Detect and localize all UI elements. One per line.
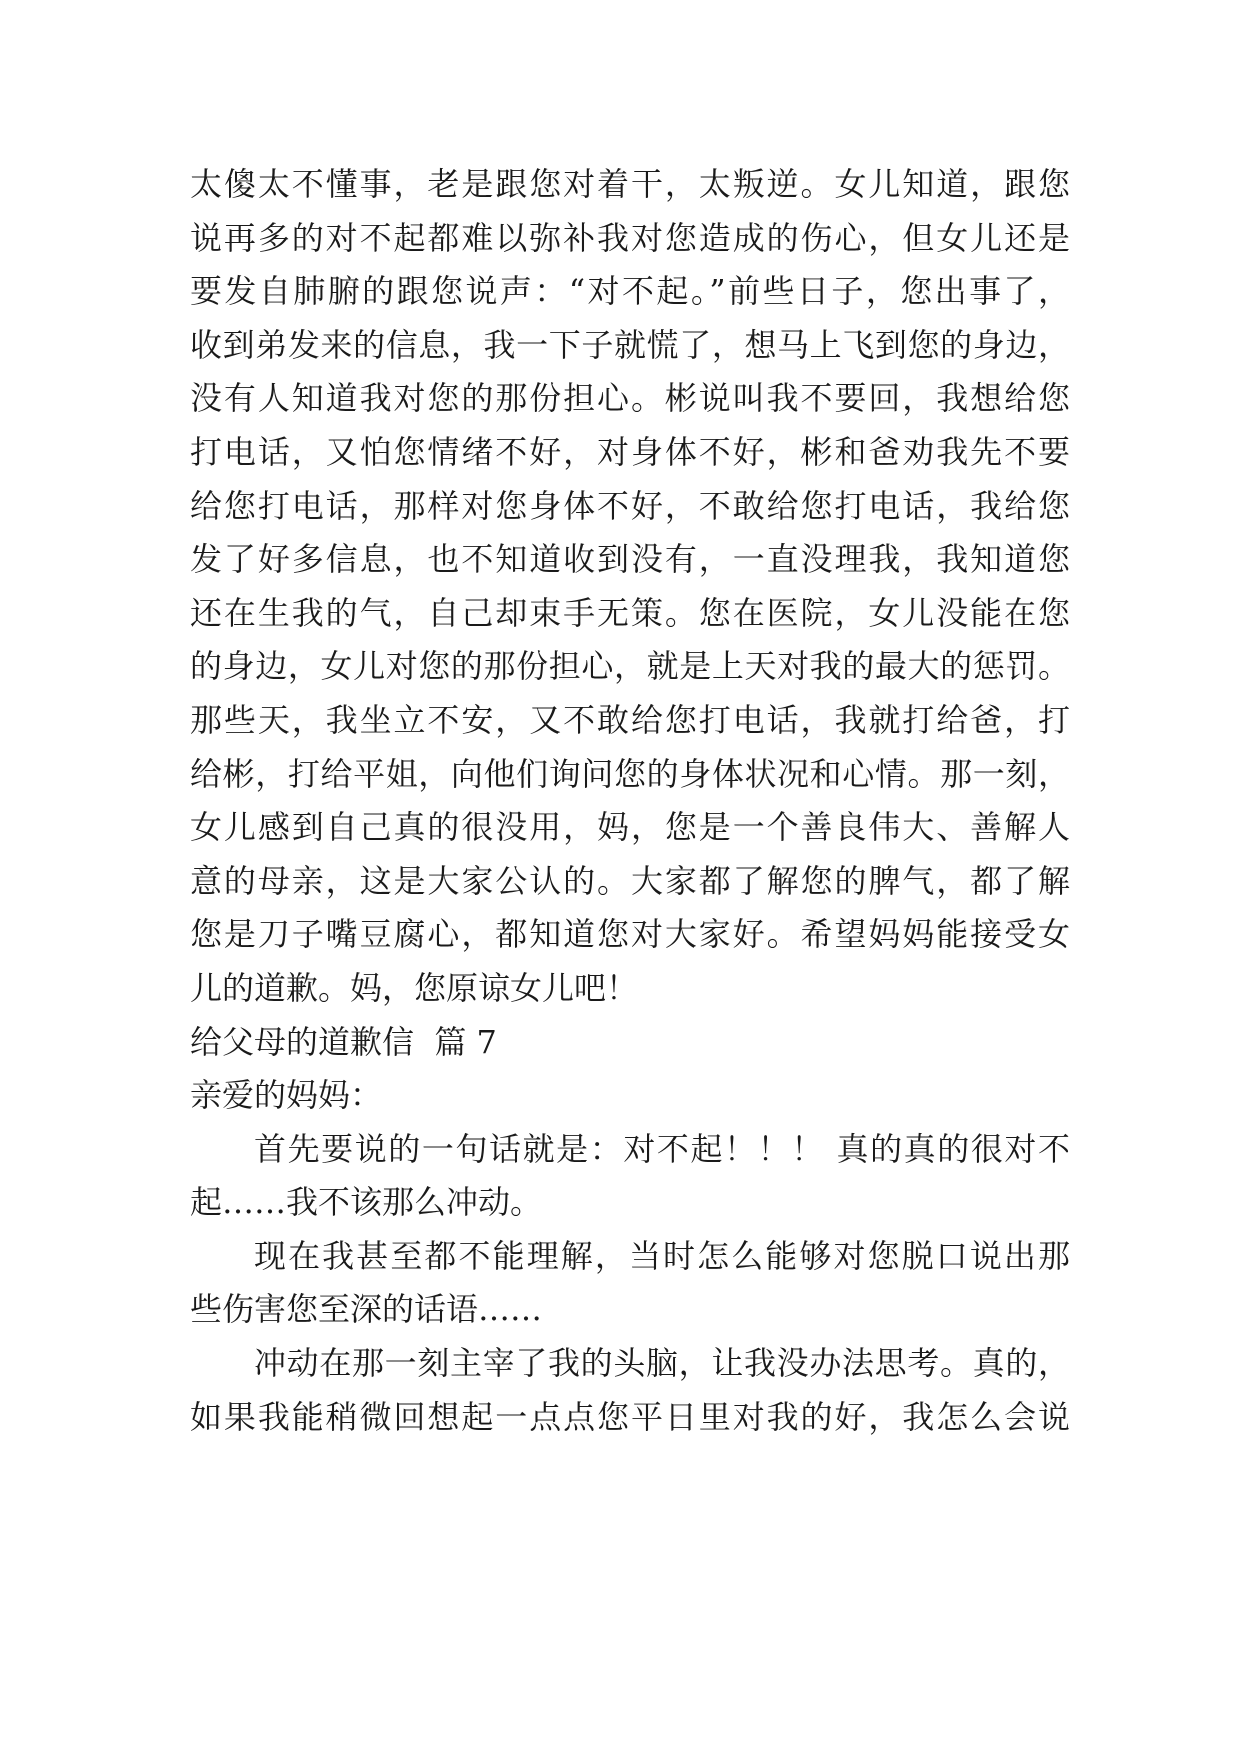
text-line: 现在我甚至都不能理解，当时怎么能够对您脱口说出那 bbox=[254, 1236, 1070, 1275]
text-line: 没有人知道我对您的那份担心。彬说叫我不要回，我想给您 bbox=[190, 379, 1070, 418]
paragraph-2 bbox=[190, 1230, 1070, 1337]
text-line: 些伤害您至深的话语…… bbox=[190, 1290, 543, 1329]
paragraph-previous-letter bbox=[190, 158, 1070, 1016]
text-line: 您是刀子嘴豆腐心，都知道您对大家好。希望妈妈能接受女 bbox=[190, 915, 1070, 954]
text-line: 给您打电话，那样对您身体不好，不敢给您打电话，我给您 bbox=[190, 486, 1070, 525]
text-line: 发了好多信息，也不知道收到没有，一直没理我，我知道您 bbox=[190, 540, 1070, 579]
text-line: 打电话，又怕您情绪不好，对身体不好，彬和爸劝我先不要 bbox=[190, 432, 1070, 471]
text-line: 起……我不该那么冲动。 bbox=[190, 1183, 543, 1222]
text-line: 还在生我的气，自己却束手无策。您在医院，女儿没能在您 bbox=[190, 593, 1070, 632]
text-line: 儿的道歉。妈，您原谅女儿吧！ bbox=[190, 968, 639, 1007]
text-line: 给彬，打给平姐，向他们询问您的身体状况和心情。那一刻， bbox=[190, 754, 1070, 793]
paragraph-1 bbox=[190, 1123, 1070, 1230]
text-line: 收到弟发来的信息，我一下子就慌了，想马上飞到您的身边， bbox=[190, 325, 1070, 364]
paragraph-3 bbox=[190, 1337, 1070, 1444]
text-line: 说再多的对不起都难以弥补我对您造成的伤心，但女儿还是 bbox=[190, 218, 1070, 257]
text-line: 冲动在那一刻主宰了我的头脑，让我没办法思考。真的， bbox=[254, 1344, 1070, 1383]
section-title: 给父母的道歉信 篇 7 bbox=[190, 1022, 497, 1061]
text-line: 首先要说的一句话就是：对不起！！！ 真的真的很对不 bbox=[254, 1129, 1070, 1168]
text-line: 女儿感到自己真的很没用，妈，您是一个善良伟大、善解人 bbox=[190, 808, 1070, 847]
text-line: 意的母亲，这是大家公认的。大家都了解您的脾气，都了解 bbox=[190, 861, 1070, 900]
salutation: 亲爱的妈妈： bbox=[190, 1076, 383, 1115]
text-line: 如果我能稍微回想起一点点您平日里对我的好，我怎么会说 bbox=[190, 1397, 1070, 1436]
text-line: 要发自肺腑的跟您说声：“对不起。”前些日子，您出事了， bbox=[190, 272, 1070, 311]
text-line: 那些天，我坐立不安，又不敢给您打电话，我就打给爸，打 bbox=[190, 700, 1070, 739]
text-line: 的身边，女儿对您的那份担心，就是上天对我的最大的惩罚。 bbox=[190, 647, 1070, 686]
text-line: 太傻太不懂事，老是跟您对着干，太叛逆。女儿知道，跟您 bbox=[190, 165, 1070, 203]
document-body bbox=[190, 158, 1070, 1444]
